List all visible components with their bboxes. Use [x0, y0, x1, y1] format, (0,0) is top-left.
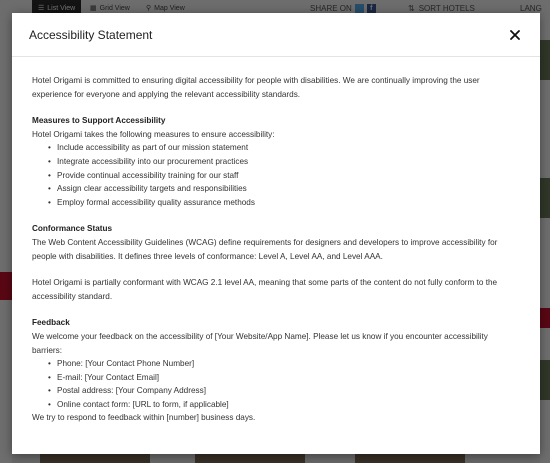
accessibility-modal — [12, 13, 540, 454]
list-item: • Online contact form: [URL to form, if applicable] — [48, 398, 520, 412]
feedback-lead: We welcome your feedback on the accessibility of [Your Website/App Name]. Please let us know if you encounter accessibility barriers: — [32, 331, 488, 355]
list-item: • Phone: [Your Contact Phone Number] — [48, 357, 520, 371]
list-item: • Assign clear accessibility targets and responsibilities — [48, 182, 520, 196]
list-item: • E-mail: [Your Contact Email] — [48, 371, 520, 385]
modal-header — [12, 13, 540, 57]
conformance-text: The Web Content Accessibility Guidelines (WCAG) define requirements for designers and developers to improve accessibility for people with disabilities. It defines three levels of conformance: Level A, Level AA, and Level AAA. — [32, 237, 498, 261]
conformance-heading: Conformance Status — [32, 224, 113, 234]
feedback-closing: We try to respond to feedback within [number] business days. — [32, 413, 256, 423]
modal-title: Accessibility Statement — [29, 27, 153, 42]
close-icon — [510, 30, 520, 40]
feedback-heading: Feedback — [32, 318, 70, 328]
conformance-section — [32, 222, 520, 303]
measures-list — [32, 141, 520, 209]
list-item: • Include accessibility as part of our mission statement — [48, 141, 520, 155]
list-item: • Postal address: [Your Company Address] — [48, 384, 520, 398]
modal-body — [12, 57, 540, 425]
feedback-contact-list — [32, 357, 520, 411]
conformance-status-text: Hotel Origami is partially conformant with WCAG 2.1 level AA, meaning that some parts of the content do not fully conform to the accessibility standard. — [32, 278, 498, 301]
measures-section — [32, 114, 520, 209]
measures-lead: Hotel Origami takes the following measures to ensure accessibility: — [32, 129, 275, 139]
list-item: • Provide continual accessibility training for our staff — [48, 169, 520, 183]
measures-heading: Measures to Support Accessibility — [32, 116, 166, 126]
intro-paragraph: Hotel Origami is committed to ensuring digital accessibility for people with disabilities. We are continually improving the user experience for everyone and applying the relevant accessibility standards. — [32, 76, 480, 99]
list-item: • Employ formal accessibility quality assurance methods — [48, 196, 520, 210]
feedback-section — [32, 316, 520, 425]
list-item: • Integrate accessibility into our procurement practices — [48, 155, 520, 169]
close-button[interactable] — [508, 28, 522, 42]
